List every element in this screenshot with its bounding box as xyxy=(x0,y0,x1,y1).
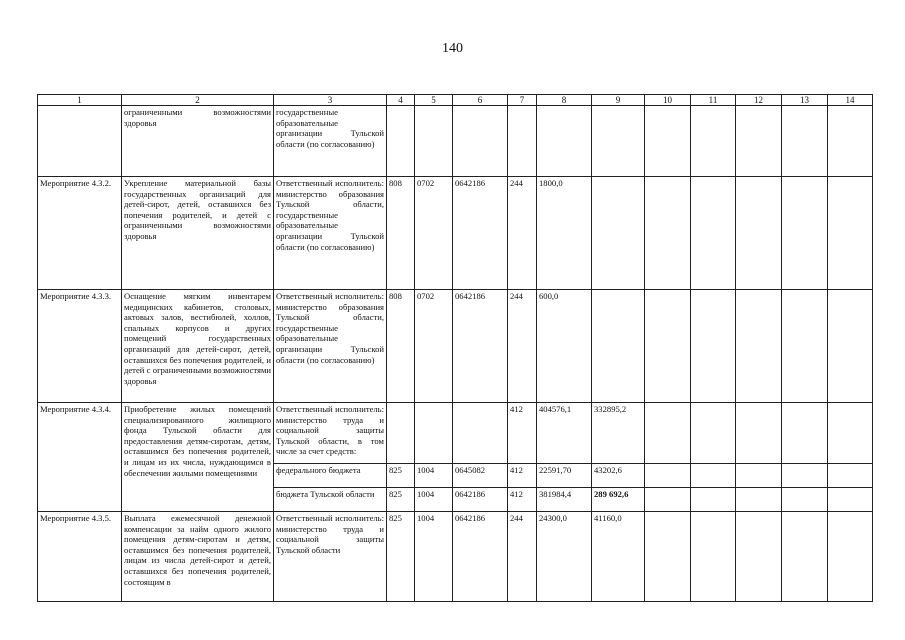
executor-cell: Ответственный исполнитель: министерство труда и социальной защиты Тульской области xyxy=(274,512,387,602)
table-row xyxy=(38,512,873,602)
empty-cell xyxy=(736,464,782,488)
column-number: 6 xyxy=(453,95,508,106)
activity-code: Мероприятие 4.3.2. xyxy=(38,177,122,290)
value-cell: 0642186 xyxy=(453,512,508,602)
empty-cell xyxy=(828,106,873,177)
value-cell: 412 xyxy=(508,464,537,488)
empty-cell xyxy=(782,106,828,177)
activity-code xyxy=(38,106,122,177)
empty-cell xyxy=(782,177,828,290)
empty-cell xyxy=(736,403,782,464)
value-cell xyxy=(592,290,645,403)
table-row xyxy=(38,106,873,177)
value-cell: 0642186 xyxy=(453,488,508,512)
value-cell: 332895,2 xyxy=(592,403,645,464)
executor-cell: бюджета Тульской области xyxy=(274,488,387,512)
value-cell: 1800,0 xyxy=(537,177,592,290)
value-cell: 1004 xyxy=(415,488,453,512)
empty-cell xyxy=(736,177,782,290)
empty-cell xyxy=(782,464,828,488)
value-cell: 825 xyxy=(387,512,415,602)
value-cell: 22591,70 xyxy=(537,464,592,488)
value-cell xyxy=(537,106,592,177)
value-cell: 0702 xyxy=(415,290,453,403)
activity-code: Мероприятие 4.3.3. xyxy=(38,290,122,403)
empty-cell xyxy=(645,403,691,464)
column-number: 11 xyxy=(691,95,736,106)
empty-cell xyxy=(691,290,736,403)
empty-cell xyxy=(736,512,782,602)
value-cell: 289 692,6 xyxy=(592,488,645,512)
value-cell xyxy=(453,403,508,464)
value-cell: 381984,4 xyxy=(537,488,592,512)
empty-cell xyxy=(691,488,736,512)
empty-cell xyxy=(645,464,691,488)
activity-name: Оснащение мягким инвентарем медицинских кабинетов, столовых, актовых залов, вестибюлей, холлов, спальных корпусов и других помещений государственных организаций для детей-сирот, детей, оставшихся без попечения родителей, и детей с ограниченными возможностями здоровья xyxy=(122,290,274,403)
empty-cell xyxy=(736,290,782,403)
value-cell: 1004 xyxy=(415,464,453,488)
value-cell: 412 xyxy=(508,488,537,512)
column-number: 8 xyxy=(537,95,592,106)
column-number: 1 xyxy=(38,95,122,106)
value-cell: 825 xyxy=(387,488,415,512)
empty-cell xyxy=(691,512,736,602)
value-cell: 0642186 xyxy=(453,290,508,403)
value-cell: 1004 xyxy=(415,512,453,602)
value-cell: 404576,1 xyxy=(537,403,592,464)
column-number: 13 xyxy=(782,95,828,106)
table-row xyxy=(38,403,873,464)
value-cell: 43202,6 xyxy=(592,464,645,488)
page-number: 140 xyxy=(442,41,463,56)
column-number: 9 xyxy=(592,95,645,106)
empty-cell xyxy=(736,488,782,512)
value-cell: 244 xyxy=(508,512,537,602)
empty-cell xyxy=(645,512,691,602)
executor-cell: Ответственный исполнитель: министерство труда и социальной защиты Тульской области, в том числе за счет средств: xyxy=(274,403,387,464)
table-row xyxy=(38,177,873,290)
value-cell: 0645082 xyxy=(453,464,508,488)
empty-cell xyxy=(645,177,691,290)
empty-cell xyxy=(736,106,782,177)
value-cell: 41160,0 xyxy=(592,512,645,602)
column-number: 14 xyxy=(828,95,873,106)
value-cell: 600,0 xyxy=(537,290,592,403)
value-cell xyxy=(592,106,645,177)
value-cell: 825 xyxy=(387,464,415,488)
empty-cell xyxy=(691,177,736,290)
column-number-row xyxy=(38,95,873,106)
column-number: 2 xyxy=(122,95,274,106)
empty-cell xyxy=(645,290,691,403)
empty-cell xyxy=(645,488,691,512)
value-cell: 244 xyxy=(508,177,537,290)
empty-cell xyxy=(828,290,873,403)
value-cell: 244 xyxy=(508,290,537,403)
activity-name: Укрепление материальной базы государственных организаций для детей-сирот, детей, оставшихся без попечения родителей, и детей с ограниченными возможностями здоровья xyxy=(122,177,274,290)
empty-cell xyxy=(782,290,828,403)
activity-name: ограниченными возможностями здоровья xyxy=(122,106,274,177)
value-cell xyxy=(415,106,453,177)
value-cell: 808 xyxy=(387,177,415,290)
executor-cell: Ответственный исполнитель: министерство образования Тульской области, государственные образовательные организации Тульской области (по согласованию) xyxy=(274,177,387,290)
activity-code: Мероприятие 4.3.4. xyxy=(38,403,122,512)
empty-cell xyxy=(828,177,873,290)
executor-cell: федерального бюджета xyxy=(274,464,387,488)
empty-cell xyxy=(691,464,736,488)
column-number: 3 xyxy=(274,95,387,106)
value-cell: 412 xyxy=(508,403,537,464)
column-number: 12 xyxy=(736,95,782,106)
empty-cell xyxy=(828,464,873,488)
value-cell xyxy=(453,106,508,177)
activity-name: Приобретение жилых помещений специализированного жилищного фонда Тульской области для предоставления детям-сиротам, детям, оставшимся без попечения родителей, и лицам из их числа, нуждающимся в обеспечении жилыми помещениями xyxy=(122,403,274,512)
value-cell: 0642186 xyxy=(453,177,508,290)
column-number: 7 xyxy=(508,95,537,106)
value-cell xyxy=(387,106,415,177)
budget-table xyxy=(37,94,873,602)
empty-cell xyxy=(691,403,736,464)
empty-cell xyxy=(782,512,828,602)
value-cell xyxy=(508,106,537,177)
column-number: 5 xyxy=(415,95,453,106)
column-number: 10 xyxy=(645,95,691,106)
value-cell: 0702 xyxy=(415,177,453,290)
value-cell xyxy=(592,177,645,290)
value-cell: 24300,0 xyxy=(537,512,592,602)
empty-cell xyxy=(828,512,873,602)
empty-cell xyxy=(782,403,828,464)
value-cell xyxy=(415,403,453,464)
empty-cell xyxy=(645,106,691,177)
activity-code: Мероприятие 4.3.5. xyxy=(38,512,122,602)
empty-cell xyxy=(828,488,873,512)
activity-name: Выплата ежемесячной денежной компенсации за найм одного жилого помещения детям-сиротам и детям, оставшимся без попечения родителей, лицам из числа детей-сирот и детей, оставшихся без попечения родителей, состоящим в xyxy=(122,512,274,602)
column-number: 4 xyxy=(387,95,415,106)
empty-cell xyxy=(782,488,828,512)
executor-cell: государственные образовательные организации Тульской области (по согласованию) xyxy=(274,106,387,177)
empty-cell xyxy=(691,106,736,177)
value-cell: 808 xyxy=(387,290,415,403)
table-row xyxy=(38,290,873,403)
empty-cell xyxy=(828,403,873,464)
executor-cell: Ответственный исполнитель: министерство образования Тульской области, государственные образовательные организации Тульской области (по согласованию) xyxy=(274,290,387,403)
value-cell xyxy=(387,403,415,464)
